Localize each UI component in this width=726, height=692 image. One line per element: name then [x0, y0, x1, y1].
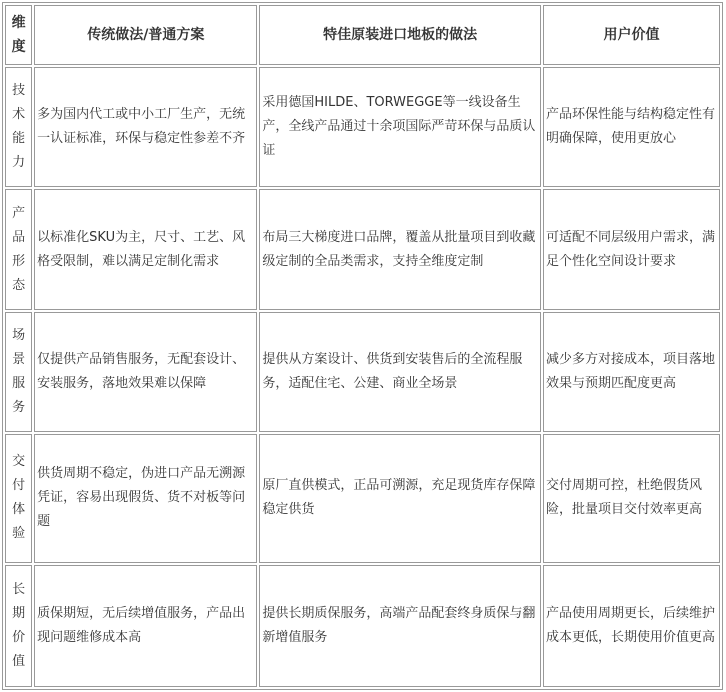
row-traditional: 多为国内代工或中小工厂生产，无统一认证标准，环保与稳定性参差不齐 — [34, 67, 257, 187]
comparison-table — [2, 2, 723, 690]
row-user-value: 产品使用周期更长，后续维护成本更低，长期使用价值更高 — [543, 565, 720, 687]
row-traditional: 质保期短，无后续增值服务，产品出现问题维修成本高 — [34, 565, 257, 687]
header-dimension: 维度 — [5, 5, 32, 65]
header-traditional: 传统做法/普通方案 — [34, 5, 257, 65]
row-dimension: 交付体验 — [5, 434, 32, 562]
row-tejia: 原厂直供模式，正品可溯源，充足现货库存保障稳定供货 — [259, 434, 541, 562]
row-tejia: 提供从方案设计、供货到安装售后的全流程服务，适配住宅、公建、商业全场景 — [259, 312, 541, 432]
row-user-value: 可适配不同层级用户需求，满足个性化空间设计要求 — [543, 189, 720, 309]
row-tejia: 布局三大梯度进口品牌，覆盖从批量项目到收藏级定制的全品类需求，支持全维度定制 — [259, 189, 541, 309]
table-row — [5, 565, 720, 687]
row-dimension: 长期价值 — [5, 565, 32, 687]
row-dimension: 产品形态 — [5, 189, 32, 309]
table-row — [5, 67, 720, 187]
header-user-value: 用户价值 — [543, 5, 720, 65]
table-row — [5, 434, 720, 562]
row-traditional: 供货周期不稳定，伪进口产品无溯源凭证，容易出现假货、货不对板等问题 — [34, 434, 257, 562]
row-user-value: 产品环保性能与结构稳定性有明确保障，使用更放心 — [543, 67, 720, 187]
row-user-value: 减少多方对接成本，项目落地效果与预期匹配度更高 — [543, 312, 720, 432]
row-dimension: 场景服务 — [5, 312, 32, 432]
header-row — [5, 5, 720, 65]
row-tejia: 采用德国HILDE、TORWEGGE等一线设备生产，全线产品通过十余项国际严苛环保与品质认证 — [259, 67, 541, 187]
row-tejia: 提供长期质保服务，高端产品配套终身质保与翻新增值服务 — [259, 565, 541, 687]
row-traditional: 仅提供产品销售服务，无配套设计、安装服务，落地效果难以保障 — [34, 312, 257, 432]
row-dimension: 技术能力 — [5, 67, 32, 187]
table-row — [5, 189, 720, 309]
row-user-value: 交付周期可控，杜绝假货风险，批量项目交付效率更高 — [543, 434, 720, 562]
header-tejia: 特佳原装进口地板的做法 — [259, 5, 541, 65]
row-traditional: 以标准化SKU为主，尺寸、工艺、风格受限制，难以满足定制化需求 — [34, 189, 257, 309]
table-row — [5, 312, 720, 432]
